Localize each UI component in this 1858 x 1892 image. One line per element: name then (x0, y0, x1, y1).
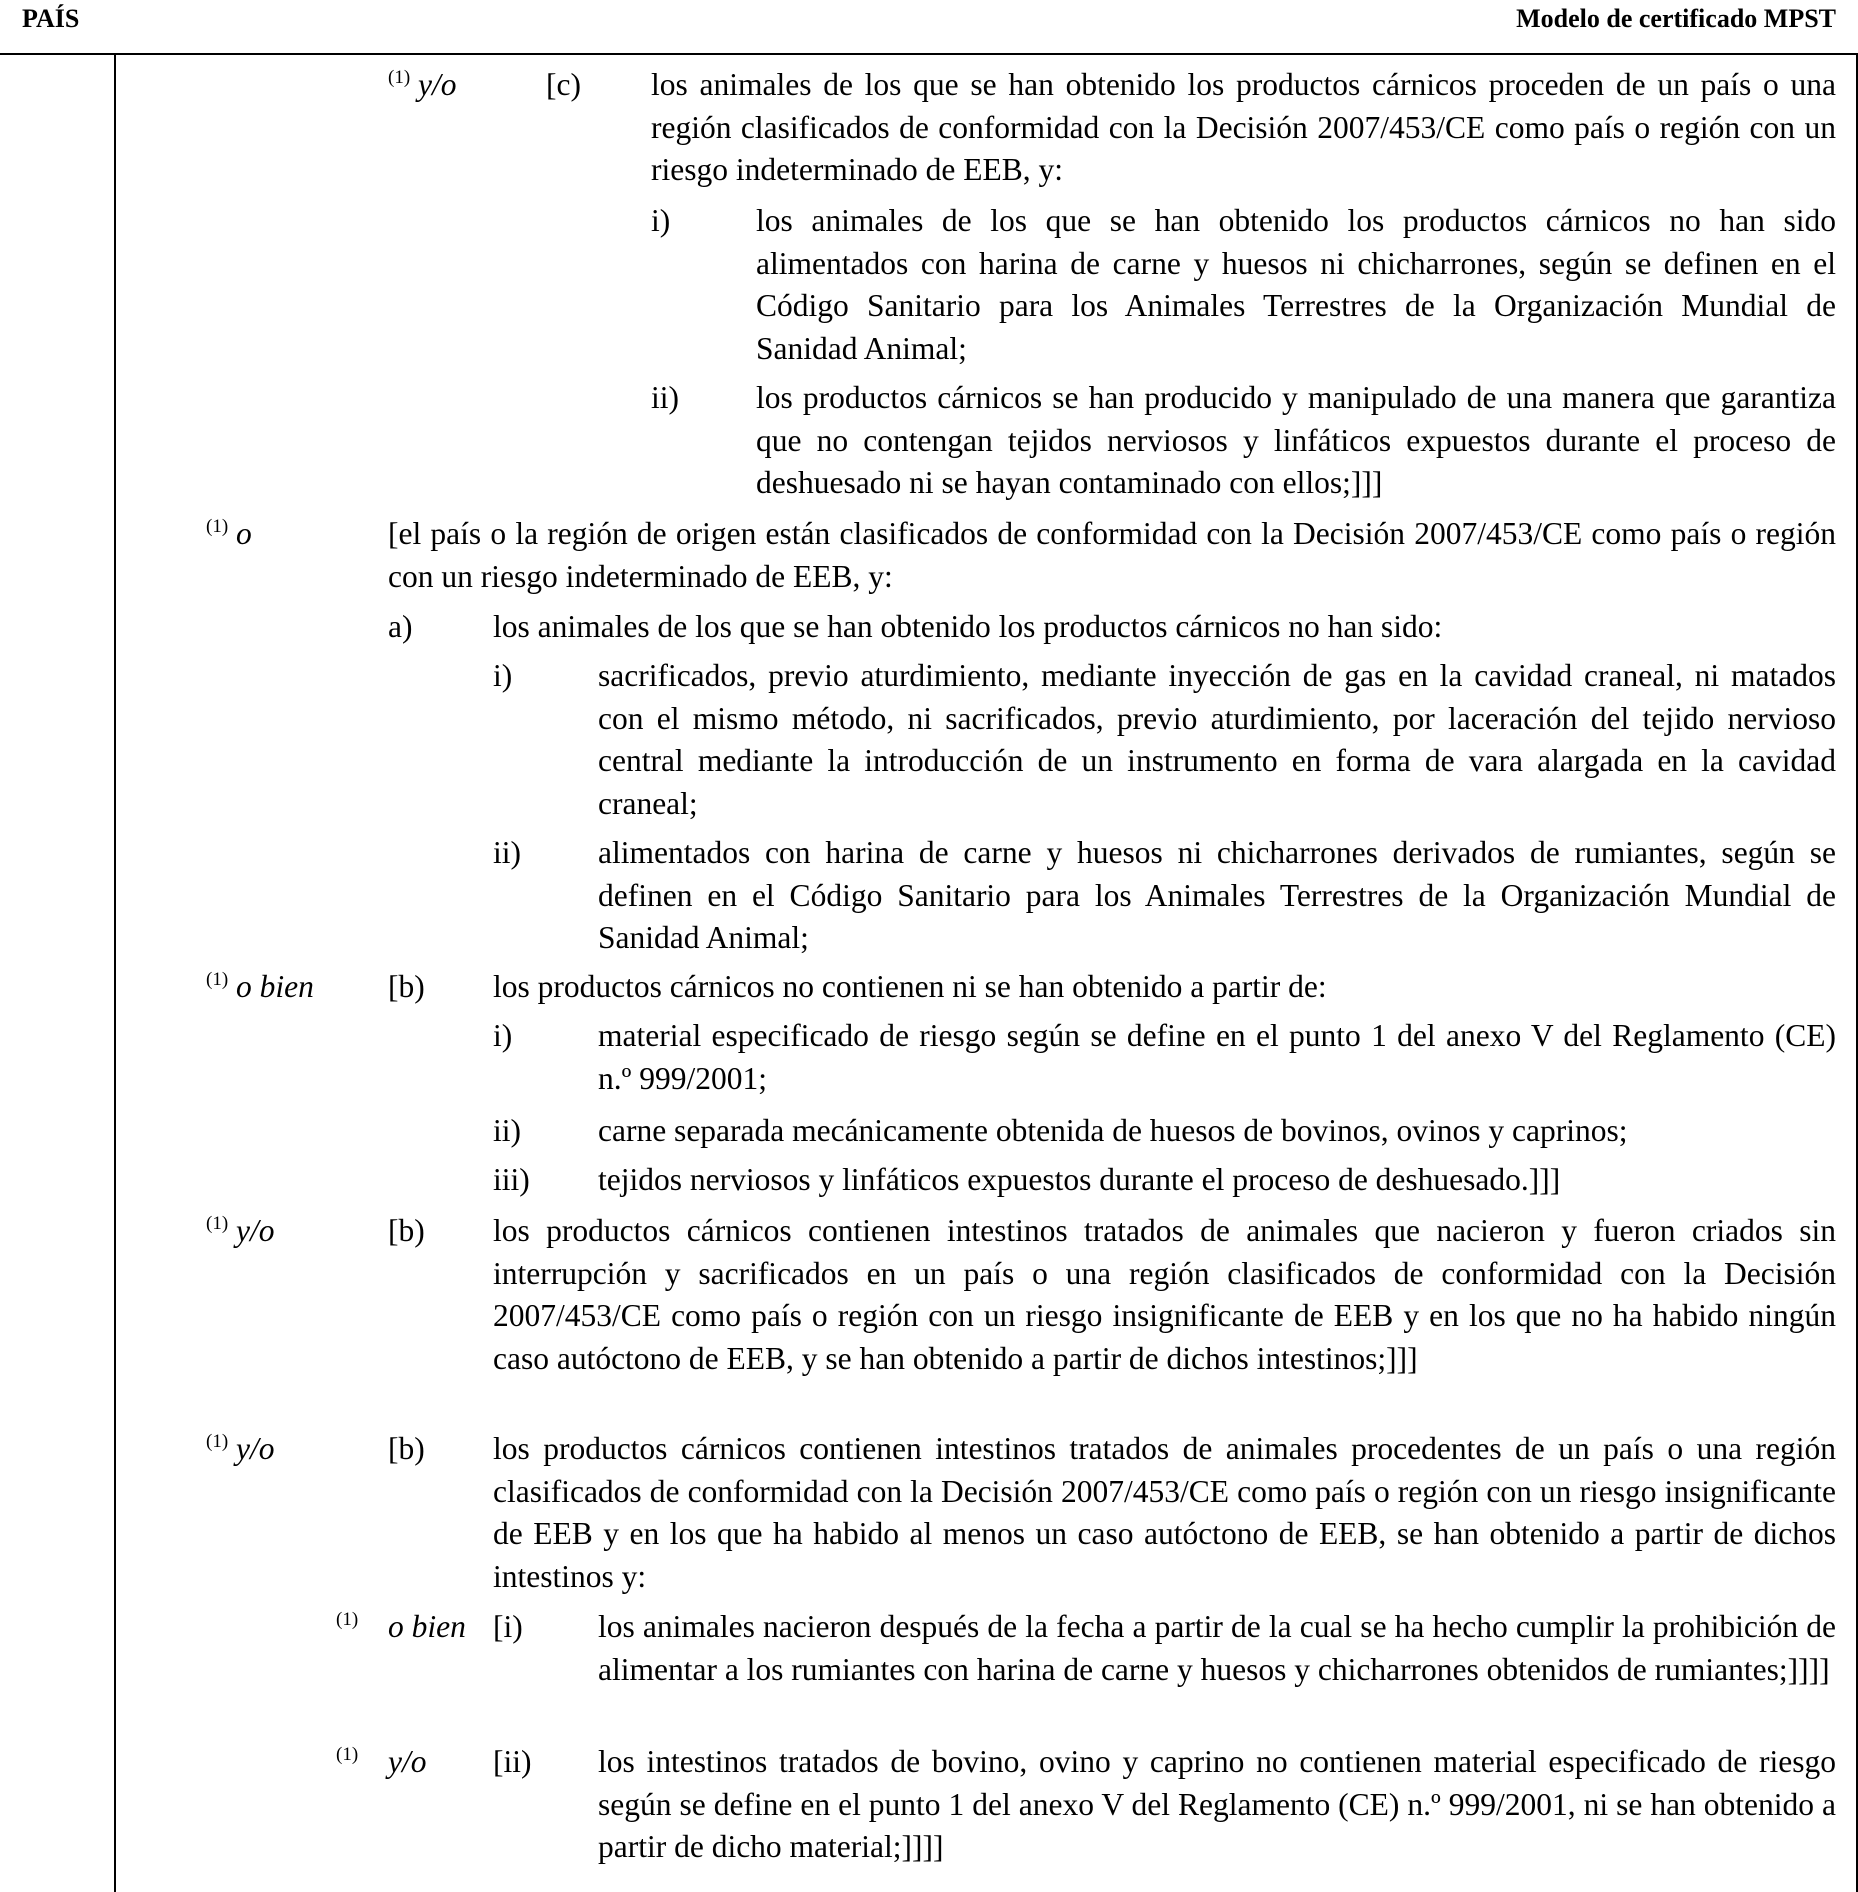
header-country: PAÍS (22, 4, 80, 33)
footnote-b3-i (336, 1606, 358, 1649)
footnote-marker: (1) (336, 1743, 359, 1765)
qualifier-b3-i: o bien (388, 1609, 466, 1644)
label-b1-iii: iii) (493, 1162, 530, 1197)
label-b3: [b) (388, 1431, 425, 1466)
paragraph-b2: los productos cárnicos contienen intestinos tratados de animales que nacieron y fueron criados sin interrupción y sacrificados en un país o una región clasificados de conformidad con la Decisión 2007/453/CE como país o región con un riesgo insignificante de EEB y en los que no ha habido ningún caso autóctono de EEB, y se han obtenido a partir de dichos intestinos;]]] (493, 1213, 1836, 1376)
qualifier-o: $^{(1)}$ o (206, 515, 252, 551)
header-certificate-model: Modelo de certificado MPST (1516, 4, 1836, 33)
paragraph-b3: los productos cárnicos contienen intestinos tratados de animales procedentes de un país o una región clasificados de conformidad con la Decisión 2007/453/CE como país o región con un riesgo insignificante de EEB y en los que ha habido al menos un caso autóctono de EEB, se han obtenido a partir de dichos intestinos y: (493, 1431, 1836, 1594)
label-a-ii: ii) (493, 835, 521, 870)
paragraph-c: los animales de los que se han obtenido los productos cárnicos proceden de un país o una región clasificados de conformidad con la Decisión 2007/453/CE como país o región con un riesgo indeterminado de EEB, y: (651, 67, 1836, 187)
label-c-i: i) (651, 203, 671, 238)
paragraph-c-ii: los productos cárnicos se han producido y manipulado de una manera que garantiza que no contengan tejidos nerviosos y linfáticos expuestos durante el proceso de deshuesado ni se hayan contaminado con ellos;]]] (756, 380, 1836, 500)
paragraph-b3-ii: los intestinos tratados de bovino, ovino y caprino no contienen material especificado de riesgo según se define en el punto 1 del anexo V del Reglamento (CE) n.º 999/2001, ni se han obtenido a partir de dicho material;]]]] (598, 1744, 1836, 1864)
footnote-marker: (1) (388, 66, 411, 88)
paragraph-b1: los productos cárnicos no contienen ni se han obtenido a partir de: (493, 969, 1327, 1004)
label-b2: [b) (388, 1213, 425, 1248)
footnote-marker: (1) (336, 1608, 359, 1630)
paragraph-b3-i: los animales nacieron después de la fecha a partir de la cual se ha hecho cumplir la prohibición de alimentar a los rumiantes con harina de carne y huesos y chicharrones obtenidos de rumiantes;]]]] (598, 1609, 1836, 1687)
label-a-i: i) (493, 658, 513, 693)
left-column-border (114, 54, 116, 1892)
paragraph-b1-iii: tejidos nerviosos y linfáticos expuestos durante el proceso de deshuesado.]]] (598, 1162, 1561, 1197)
footnote-marker: (1) (206, 515, 229, 537)
qualifier-b3: $^{(1)}$ y/o (206, 1430, 275, 1466)
paragraph-o: [el país o la región de origen están clasificados de conformidad con la Decisión 2007/453/CE como país o región con un riesgo indeterminado de EEB, y: (388, 516, 1836, 594)
paragraph-c-i: los animales de los que se han obtenido los productos cárnicos no han sido alimentados con harina de carne y huesos ni chicharrones, según se definen en el Código Sanitario para los Animales Terrestres de la Organización Mundial de Sanidad Animal; (756, 203, 1836, 366)
footnote-marker: (1) (206, 968, 229, 990)
paragraph-a: los animales de los que se han obtenido los productos cárnicos no han sido: (493, 609, 1443, 644)
label-a: a) (388, 609, 413, 644)
paragraph-a-i: sacrificados, previo aturdimiento, mediante inyección de gas en la cavidad craneal, ni matados con el mismo método, ni sacrificados, previo aturdimiento, por laceración del tejido nervioso central mediante la introducción de un instrumento en forma de vara alargada en la cavidad craneal; (598, 658, 1836, 821)
label-b3-i: [i) (493, 1609, 523, 1644)
paragraph-b1-i: material especificado de riesgo según se define en el punto 1 del anexo V del Reglamento (CE) n.º 999/2001; (598, 1018, 1836, 1096)
footnote-marker: (1) (206, 1212, 229, 1234)
label-b3-ii: [ii) (493, 1744, 532, 1779)
label-b1: [b) (388, 969, 425, 1004)
label-b1-i: i) (493, 1018, 513, 1053)
qualifier-b1: $^{(1)}$ o bien (206, 968, 314, 1004)
footnote-b3-ii (336, 1741, 358, 1784)
label-c-ii: ii) (651, 380, 679, 415)
footnote-marker: (1) (206, 1430, 229, 1452)
paragraph-a-ii: alimentados con harina de carne y huesos ni chicharrones derivados de rumiantes, según se definen en el Código Sanitario para los Animales Terrestres de la Organización Mundial de Sanidad Animal; (598, 835, 1836, 955)
qualifier-c: $^{(1)}$ y/o (388, 66, 457, 102)
qualifier-b2: $^{(1)}$ y/o (206, 1212, 275, 1248)
paragraph-b1-ii: carne separada mecánicamente obtenida de huesos de bovinos, ovinos y caprinos; (598, 1113, 1628, 1148)
label-b1-ii: ii) (493, 1113, 521, 1148)
label-c: [c) (546, 67, 581, 102)
header-rule (0, 53, 1858, 55)
qualifier-b3-ii: y/o (388, 1744, 427, 1779)
